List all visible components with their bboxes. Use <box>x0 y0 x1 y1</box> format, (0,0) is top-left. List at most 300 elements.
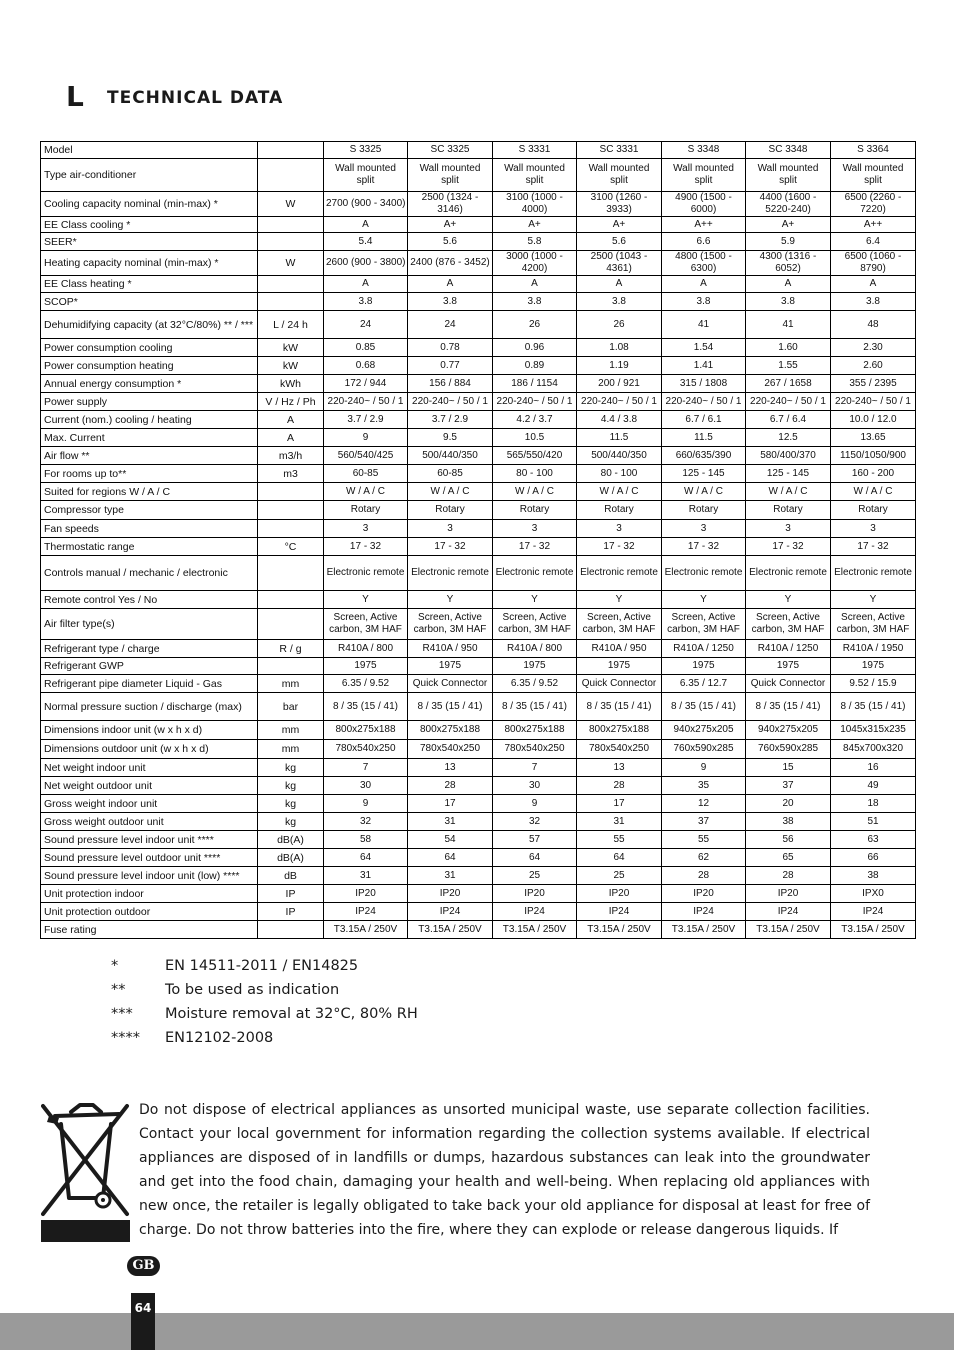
section-letter: L <box>66 80 84 113</box>
cell-value: 62 <box>662 849 746 867</box>
cell-value: 1150/1050/900 <box>831 447 916 465</box>
cell-value: W / A / C <box>746 483 831 501</box>
cell-value: 49 <box>831 777 916 795</box>
row-label: Unit protection outdoor <box>41 903 258 921</box>
cell-value: A <box>746 276 831 293</box>
cell-value: Screen, Active carbon, 3M HAF <box>831 609 916 640</box>
row-unit: R / g <box>258 640 324 658</box>
cell-value: 3 <box>408 520 493 538</box>
table-row <box>41 233 916 251</box>
row-label: SCOP* <box>41 293 258 311</box>
cell-value: 186 / 1154 <box>493 375 577 393</box>
cell-value: 41 <box>746 311 831 339</box>
cell-value: Screen, Active carbon, 3M HAF <box>662 609 746 640</box>
cell-value: 0.77 <box>408 357 493 375</box>
cell-value: 65 <box>746 849 831 867</box>
row-unit: °C <box>258 538 324 556</box>
cell-value: 3.8 <box>831 293 916 311</box>
cell-value: T3.15A / 250V <box>662 921 746 939</box>
row-unit: kg <box>258 777 324 795</box>
cell-value: 800x275x188 <box>577 721 662 740</box>
cell-value: 660/635/390 <box>662 447 746 465</box>
cell-value: Y <box>662 591 746 609</box>
cell-value: 5.9 <box>746 233 831 251</box>
footnote <box>111 956 418 980</box>
row-label: Controls manual / mechanic / electronic <box>41 556 258 591</box>
row-unit: L / 24 h <box>258 311 324 339</box>
cell-value: 1975 <box>577 658 662 675</box>
cell-value: 220-240~ / 50 / 1 <box>662 393 746 411</box>
row-label: Normal pressure suction / discharge (max) <box>41 693 258 721</box>
footnote-mark: ** <box>111 982 126 998</box>
cell-value: 8 / 35 (15 / 41) <box>577 693 662 721</box>
cell-value: 125 - 145 <box>662 465 746 483</box>
cell-value: 0.68 <box>324 357 408 375</box>
cell-value: 13 <box>577 759 662 777</box>
cell-value: 9.52 / 15.9 <box>831 675 916 693</box>
cell-value: 6.4 <box>831 233 916 251</box>
cell-value: 560/540/425 <box>324 447 408 465</box>
cell-value: Electronic remote <box>324 556 408 591</box>
cell-value: 26 <box>493 311 577 339</box>
cell-value: Electronic remote <box>831 556 916 591</box>
cell-value: 940x275x205 <box>662 721 746 740</box>
table-row <box>41 483 916 501</box>
footnote-mark: **** <box>111 1030 140 1046</box>
cell-value: 1.54 <box>662 339 746 357</box>
cell-value: IP24 <box>831 903 916 921</box>
row-label: Fuse rating <box>41 921 258 939</box>
cell-value: 37 <box>662 813 746 831</box>
cell-value: 3.7 / 2.9 <box>408 411 493 429</box>
row-unit <box>258 293 324 311</box>
table-row <box>41 693 916 721</box>
cell-value: 3.8 <box>746 293 831 311</box>
cell-value: T3.15A / 250V <box>577 921 662 939</box>
cell-value: 12.5 <box>746 429 831 447</box>
footnote <box>111 1028 418 1052</box>
row-label: Annual energy consumption * <box>41 375 258 393</box>
cell-value: 565/550/420 <box>493 447 577 465</box>
cell-value: IP24 <box>408 903 493 921</box>
table-row <box>41 339 916 357</box>
row-label: EE Class cooling * <box>41 217 258 233</box>
row-label: Refrigerant pipe diameter Liquid - Gas <box>41 675 258 693</box>
row-label: Sound pressure level indoor unit (low) **** <box>41 867 258 885</box>
cell-value: Y <box>746 591 831 609</box>
cell-value: Rotary <box>746 501 831 520</box>
row-unit: bar <box>258 693 324 721</box>
cell-value: 4.4 / 3.8 <box>577 411 662 429</box>
cell-value: 3.8 <box>408 293 493 311</box>
cell-value: Electronic remote <box>408 556 493 591</box>
cell-value: Wall mounted split <box>408 159 493 192</box>
cell-value: Wall mounted split <box>324 159 408 192</box>
cell-value: 8 / 35 (15 / 41) <box>831 693 916 721</box>
cell-value: Wall mounted split <box>577 159 662 192</box>
cell-value: Screen, Active carbon, 3M HAF <box>324 609 408 640</box>
model-name: S 3348 <box>662 142 746 159</box>
cell-value: 160 - 200 <box>831 465 916 483</box>
table-row <box>41 759 916 777</box>
cell-value: 780x540x250 <box>577 740 662 759</box>
cell-value: 2.60 <box>831 357 916 375</box>
cell-value: 1.19 <box>577 357 662 375</box>
table-row <box>41 447 916 465</box>
cell-value: 17 <box>577 795 662 813</box>
cell-value: 15 <box>746 759 831 777</box>
row-label: Refrigerant GWP <box>41 658 258 675</box>
cell-value: A <box>577 276 662 293</box>
cell-value: 1.55 <box>746 357 831 375</box>
cell-value: 1045x315x235 <box>831 721 916 740</box>
cell-value: 57 <box>493 831 577 849</box>
cell-value: 220-240~ / 50 / 1 <box>493 393 577 411</box>
row-label: Power consumption heating <box>41 357 258 375</box>
row-label: Air flow ** <box>41 447 258 465</box>
table-row <box>41 393 916 411</box>
row-unit: mm <box>258 740 324 759</box>
cell-value: 64 <box>408 849 493 867</box>
row-unit: IP <box>258 885 324 903</box>
row-unit <box>258 609 324 640</box>
cell-value: 4900 (1500 - 6000) <box>662 192 746 217</box>
cell-value: 31 <box>324 867 408 885</box>
cell-value: 6.7 / 6.1 <box>662 411 746 429</box>
footnote <box>111 980 418 1004</box>
cell-value: 3 <box>324 520 408 538</box>
cell-value: 6.35 / 12.7 <box>662 675 746 693</box>
cell-value: A <box>831 276 916 293</box>
cell-value: 7 <box>324 759 408 777</box>
model-name: S 3331 <box>493 142 577 159</box>
row-label: Gross weight outdoor unit <box>41 813 258 831</box>
row-unit: mm <box>258 675 324 693</box>
footnote-text: To be used as indication <box>165 982 340 998</box>
cell-value: 3.8 <box>662 293 746 311</box>
table-row <box>41 192 916 217</box>
cell-value: 6.35 / 9.52 <box>493 675 577 693</box>
technical-data-table <box>40 141 916 939</box>
cell-value: 3 <box>746 520 831 538</box>
cell-value: 10.5 <box>493 429 577 447</box>
cell-value: 4800 (1500 - 6300) <box>662 251 746 276</box>
cell-value: 63 <box>831 831 916 849</box>
cell-value: 6.7 / 6.4 <box>746 411 831 429</box>
cell-value: 8 / 35 (15 / 41) <box>746 693 831 721</box>
cell-value: Rotary <box>324 501 408 520</box>
cell-value: IP24 <box>493 903 577 921</box>
cell-value: 6.35 / 9.52 <box>324 675 408 693</box>
table-row <box>41 903 916 921</box>
row-label: Power supply <box>41 393 258 411</box>
table-row <box>41 658 916 675</box>
cell-value: 37 <box>746 777 831 795</box>
cell-value: R410A / 950 <box>577 640 662 658</box>
cell-value: 31 <box>577 813 662 831</box>
cell-value: 31 <box>408 813 493 831</box>
row-unit <box>258 217 324 233</box>
cell-value: 3 <box>831 520 916 538</box>
cell-value: 267 / 1658 <box>746 375 831 393</box>
cell-value: 55 <box>577 831 662 849</box>
cell-value: T3.15A / 250V <box>746 921 831 939</box>
row-unit <box>258 159 324 192</box>
cell-value: A+ <box>577 217 662 233</box>
cell-value: 800x275x188 <box>408 721 493 740</box>
row-label: Unit protection indoor <box>41 885 258 903</box>
row-label: Thermostatic range <box>41 538 258 556</box>
cell-value: 54 <box>408 831 493 849</box>
cell-value: IP20 <box>577 885 662 903</box>
cell-value: 6.6 <box>662 233 746 251</box>
cell-value: 51 <box>831 813 916 831</box>
row-label: Sound pressure level indoor unit **** <box>41 831 258 849</box>
cell-value: 780x540x250 <box>324 740 408 759</box>
row-label: Remote control Yes / No <box>41 591 258 609</box>
table-row <box>41 276 916 293</box>
cell-value: Y <box>324 591 408 609</box>
cell-value: 760x590x285 <box>662 740 746 759</box>
cell-value: T3.15A / 250V <box>493 921 577 939</box>
row-unit: W <box>258 192 324 217</box>
footnote-text: EN 14511-2011 / EN14825 <box>165 958 359 974</box>
cell-value: T3.15A / 250V <box>831 921 916 939</box>
row-unit: W <box>258 251 324 276</box>
cell-value: 12 <box>662 795 746 813</box>
table-row <box>41 159 916 192</box>
row-unit: m3 <box>258 465 324 483</box>
footnote-mark: *** <box>111 1006 133 1022</box>
page-number: 64 <box>131 1293 155 1350</box>
cell-value: 3 <box>662 520 746 538</box>
cell-value: 6500 (1060 - 8790) <box>831 251 916 276</box>
cell-value: 17 <box>408 795 493 813</box>
cell-value: IP24 <box>746 903 831 921</box>
table-row <box>41 311 916 339</box>
cell-value: 17 - 32 <box>662 538 746 556</box>
table-row <box>41 885 916 903</box>
cell-value: W / A / C <box>662 483 746 501</box>
cell-value: Wall mounted split <box>662 159 746 192</box>
cell-value: 0.78 <box>408 339 493 357</box>
cell-value: 32 <box>324 813 408 831</box>
row-label: Air filter type(s) <box>41 609 258 640</box>
cell-value: 5.4 <box>324 233 408 251</box>
table-row <box>41 429 916 447</box>
cell-value: Rotary <box>662 501 746 520</box>
row-unit: IP <box>258 903 324 921</box>
cell-value: 500/440/350 <box>577 447 662 465</box>
cell-value: 4300 (1316 - 6052) <box>746 251 831 276</box>
cell-value: 3.8 <box>324 293 408 311</box>
table-row <box>41 867 916 885</box>
cell-value: 20 <box>746 795 831 813</box>
cell-value: 3000 (1000 - 4200) <box>493 251 577 276</box>
crossed-out-wheelie-bin-icon <box>41 1090 130 1242</box>
cell-value: 28 <box>746 867 831 885</box>
cell-value: 800x275x188 <box>324 721 408 740</box>
cell-value: 60-85 <box>408 465 493 483</box>
row-unit: V / Hz / Ph <box>258 393 324 411</box>
table-row <box>41 217 916 233</box>
cell-value: A <box>408 276 493 293</box>
row-label: Net weight outdoor unit <box>41 777 258 795</box>
cell-value: 56 <box>746 831 831 849</box>
cell-value: IP24 <box>577 903 662 921</box>
model-name: SC 3325 <box>408 142 493 159</box>
cell-value: 2700 (900 - 3400) <box>324 192 408 217</box>
table-row <box>41 740 916 759</box>
cell-value: 25 <box>493 867 577 885</box>
cell-value: Rotary <box>831 501 916 520</box>
cell-value: Screen, Active carbon, 3M HAF <box>746 609 831 640</box>
cell-value: 48 <box>831 311 916 339</box>
cell-value: 172 / 944 <box>324 375 408 393</box>
cell-value: 156 / 884 <box>408 375 493 393</box>
cell-value: 3.8 <box>493 293 577 311</box>
cell-value: Wall mounted split <box>746 159 831 192</box>
row-unit: mm <box>258 721 324 740</box>
row-label: EE Class heating * <box>41 276 258 293</box>
cell-value: R410A / 800 <box>493 640 577 658</box>
model-name: S 3325 <box>324 142 408 159</box>
cell-value: Electronic remote <box>662 556 746 591</box>
row-label: Net weight indoor unit <box>41 759 258 777</box>
language-badge: GB <box>127 1256 160 1276</box>
cell-value: 125 - 145 <box>746 465 831 483</box>
cell-value: Electronic remote <box>577 556 662 591</box>
cell-value: Quick Connector <box>577 675 662 693</box>
cell-value: 4400 (1600 - 5220-240) <box>746 192 831 217</box>
cell-value: 31 <box>408 867 493 885</box>
cell-value: 9.5 <box>408 429 493 447</box>
cell-value: 38 <box>746 813 831 831</box>
row-unit <box>258 501 324 520</box>
cell-value: 32 <box>493 813 577 831</box>
cell-value: IP20 <box>324 885 408 903</box>
cell-value: 30 <box>324 777 408 795</box>
footnote <box>111 1004 418 1028</box>
row-unit <box>258 556 324 591</box>
row-unit: dB <box>258 867 324 885</box>
model-name: SC 3331 <box>577 142 662 159</box>
row-unit: kWh <box>258 375 324 393</box>
cell-value: 8 / 35 (15 / 41) <box>408 693 493 721</box>
cell-value: 66 <box>831 849 916 867</box>
row-label: Dimensions indoor unit (w x h x d) <box>41 721 258 740</box>
cell-value: 7 <box>493 759 577 777</box>
cell-value: 58 <box>324 831 408 849</box>
cell-value: A <box>324 217 408 233</box>
cell-value: 0.85 <box>324 339 408 357</box>
cell-value: Rotary <box>408 501 493 520</box>
cell-value: 780x540x250 <box>493 740 577 759</box>
row-unit: dB(A) <box>258 849 324 867</box>
table-row <box>41 520 916 538</box>
cell-value: A+ <box>493 217 577 233</box>
cell-value: 1975 <box>408 658 493 675</box>
footnote-text: EN12102-2008 <box>165 1030 274 1046</box>
row-label: Suited for regions W / A / C <box>41 483 258 501</box>
row-unit <box>258 276 324 293</box>
cell-value: 35 <box>662 777 746 795</box>
cell-value: W / A / C <box>408 483 493 501</box>
table-row <box>41 609 916 640</box>
table-row <box>41 375 916 393</box>
cell-value: 2400 (876 - 3452) <box>408 251 493 276</box>
cell-value: 28 <box>577 777 662 795</box>
cell-value: 24 <box>408 311 493 339</box>
cell-value: IP20 <box>746 885 831 903</box>
cell-value: IP24 <box>324 903 408 921</box>
table-row <box>41 357 916 375</box>
cell-value: Screen, Active carbon, 3M HAF <box>493 609 577 640</box>
cell-value: 500/440/350 <box>408 447 493 465</box>
row-label: Compressor type <box>41 501 258 520</box>
cell-value: 220-240~ / 50 / 1 <box>577 393 662 411</box>
cell-value: A+ <box>408 217 493 233</box>
cell-value: Wall mounted split <box>493 159 577 192</box>
cell-value: A <box>662 276 746 293</box>
cell-value: 845x700x320 <box>831 740 916 759</box>
section-title: TECHNICAL DATA <box>107 88 284 108</box>
cell-value: W / A / C <box>831 483 916 501</box>
table-row <box>41 813 916 831</box>
cell-value: 64 <box>493 849 577 867</box>
footnotes <box>111 956 418 1052</box>
row-unit: kW <box>258 357 324 375</box>
cell-value: 9 <box>662 759 746 777</box>
cell-value: A++ <box>662 217 746 233</box>
cell-value: 940x275x205 <box>746 721 831 740</box>
row-unit: A <box>258 411 324 429</box>
cell-value: A++ <box>831 217 916 233</box>
cell-value: 3 <box>493 520 577 538</box>
cell-value: R410A / 950 <box>408 640 493 658</box>
cell-value: Y <box>831 591 916 609</box>
cell-value: 800x275x188 <box>493 721 577 740</box>
row-unit: kW <box>258 339 324 357</box>
cell-value: 17 - 32 <box>408 538 493 556</box>
cell-value: 220-240~ / 50 / 1 <box>324 393 408 411</box>
table-row <box>41 640 916 658</box>
cell-value: 2600 (900 - 3800) <box>324 251 408 276</box>
row-unit: kg <box>258 759 324 777</box>
cell-value: 16 <box>831 759 916 777</box>
cell-value: 17 - 32 <box>324 538 408 556</box>
cell-value: IP24 <box>662 903 746 921</box>
cell-value: 55 <box>662 831 746 849</box>
cell-value: 17 - 32 <box>831 538 916 556</box>
row-label: Refrigerant type / charge <box>41 640 258 658</box>
table-row <box>41 675 916 693</box>
cell-value: Quick Connector <box>408 675 493 693</box>
cell-value: 1975 <box>493 658 577 675</box>
cell-value: 580/400/370 <box>746 447 831 465</box>
cell-value: IP20 <box>493 885 577 903</box>
cell-value: 3100 (1000 - 4000) <box>493 192 577 217</box>
footnote-text: Moisture removal at 32°C, 80% RH <box>165 1006 418 1022</box>
row-unit: kg <box>258 795 324 813</box>
cell-value: 1975 <box>324 658 408 675</box>
cell-value: 200 / 921 <box>577 375 662 393</box>
row-unit: m3/h <box>258 447 324 465</box>
row-label: Sound pressure level outdoor unit **** <box>41 849 258 867</box>
cell-value: 11.5 <box>662 429 746 447</box>
footnote-mark: * <box>111 958 119 974</box>
cell-value: Rotary <box>493 501 577 520</box>
